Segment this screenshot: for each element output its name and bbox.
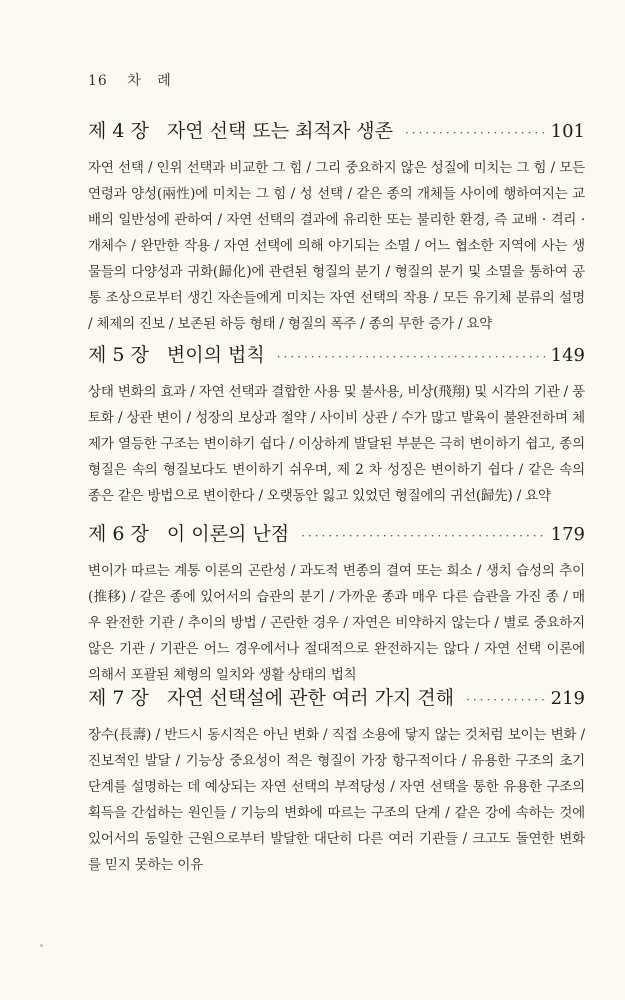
chapter-title: 변이의 법칙 xyxy=(166,344,265,366)
dot-leader xyxy=(466,686,545,714)
chapter-title: 자연 선택 또는 최적자 생존 xyxy=(166,120,393,142)
paper-speck xyxy=(40,944,43,947)
running-title: 차 례 xyxy=(127,73,177,89)
chapter-title: 자연 선택설에 관한 여러 가지 견해 xyxy=(166,687,455,709)
dot-leader xyxy=(277,343,545,371)
chapter-heading[interactable] xyxy=(88,341,585,371)
chapter-summary: 장수(長壽) / 반드시 동시적은 아닌 변화 / 직접 소용에 닿지 않는 것처럼 보이는 변화 / 진보적인 발달 / 기능상 중요성이 적은 형질이 가장 항구적이다 / 유용한 구조의 초기 단계를 설명하는 데 예상되는 자연 선택의 부적당성 / 자연 선택을 통한 유용한 구조의 획득을 간섭하는 원인들 / 기능의 변화에 따르는 구조의 단계 / 같은 강에 속하는 것에 있어서의 동일한 근원으로부터 발달한 대단히 다른 여러 기관들 / 크고도 돌연한 변화를 믿지 못하는 이유 xyxy=(88,727,585,873)
chapter-number: 제 6 장 xyxy=(88,523,149,545)
page-number: 16 xyxy=(88,73,108,89)
chapter-number: 제 7 장 xyxy=(88,687,149,709)
chapter-page: 101 xyxy=(550,121,585,142)
chapter-heading[interactable] xyxy=(88,684,585,714)
chapter-heading[interactable] xyxy=(88,117,585,147)
chapter-entry xyxy=(88,117,585,337)
running-header xyxy=(88,70,177,90)
dot-leader xyxy=(405,119,545,147)
dot-leader xyxy=(301,522,545,550)
chapter-page: 179 xyxy=(550,524,585,545)
chapter-entry xyxy=(88,520,585,688)
chapter-entry xyxy=(88,684,585,878)
chapter-number: 제 5 장 xyxy=(88,344,149,366)
chapter-summary: 변이가 따르는 계통 이론의 곤란성 / 과도적 변종의 결여 또는 희소 / 생치 습성의 추이(推移) / 같은 종에 있어서의 습관의 분기 / 가까운 종과 매우 다른 습관을 가진 종 / 매우 완전한 기관 / 추이의 방법 / 곤란한 경우 / 자연은 비약하지 않는다 / 별로 중요하지 않은 기관 / 기관은 어느 경우에서나 절대적으로 완전하지는 않다 / 자연 선택 이론에 의해서 포괄된 체형의 일치와 생활 상태의 법칙 xyxy=(88,563,585,683)
chapter-entry xyxy=(88,341,585,509)
chapter-title: 이 이론의 난점 xyxy=(166,523,290,545)
chapter-page: 149 xyxy=(550,345,585,366)
chapter-heading[interactable] xyxy=(88,520,585,550)
chapter-summary: 자연 선택 / 인위 선택과 비교한 그 힘 / 그리 중요하지 않은 성질에 미치는 그 힘 / 모든 연령과 양성(兩性)에 미치는 그 힘 / 성 선택 / 같은 종의 개체들 사이에 행하여지는 교배의 일반성에 관하여 / 자연 선택의 결과에 유리한 또는 불리한 환경, 즉 교배 · 격리 · 개체수 / 완만한 작용 / 자연 선택에 의해 야기되는 소멸 / 어느 협소한 지역에 사는 생물들의 다양성과 귀화(歸化)에 관련된 형질의 분기 / 형질의 분기 및 소멸을 통하여 공통 조상으로부터 생긴 자손들에게 미치는 자연 선택의 작용 / 모든 유기체 분류의 설명 / 체제의 진보 / 보존된 하등 형태 / 형질의 폭주 / 종의 무한 증가 / 요약 xyxy=(88,160,585,332)
chapter-summary: 상태 변화의 효과 / 자연 선택과 결합한 사용 및 불사용, 비상(飛翔) 및 시각의 기관 / 풍토화 / 상관 변이 / 성장의 보상과 절약 / 사이비 상관 / 수가 많고 발육이 불완전하며 체제가 열등한 구조는 변이하기 쉽다 / 이상하게 발달된 부분은 극히 변이하기 쉽고, 종의 형질은 속의 형질보다도 변이하기 쉬우며, 제 2 차 성징은 변이하기 쉽다 / 같은 속의 종은 같은 방법으로 변이한다 / 오랫동안 잃고 있었던 형질에의 귀선(歸先) / 요약 xyxy=(88,384,585,504)
chapter-number: 제 4 장 xyxy=(88,120,149,142)
chapter-page: 219 xyxy=(550,688,585,709)
